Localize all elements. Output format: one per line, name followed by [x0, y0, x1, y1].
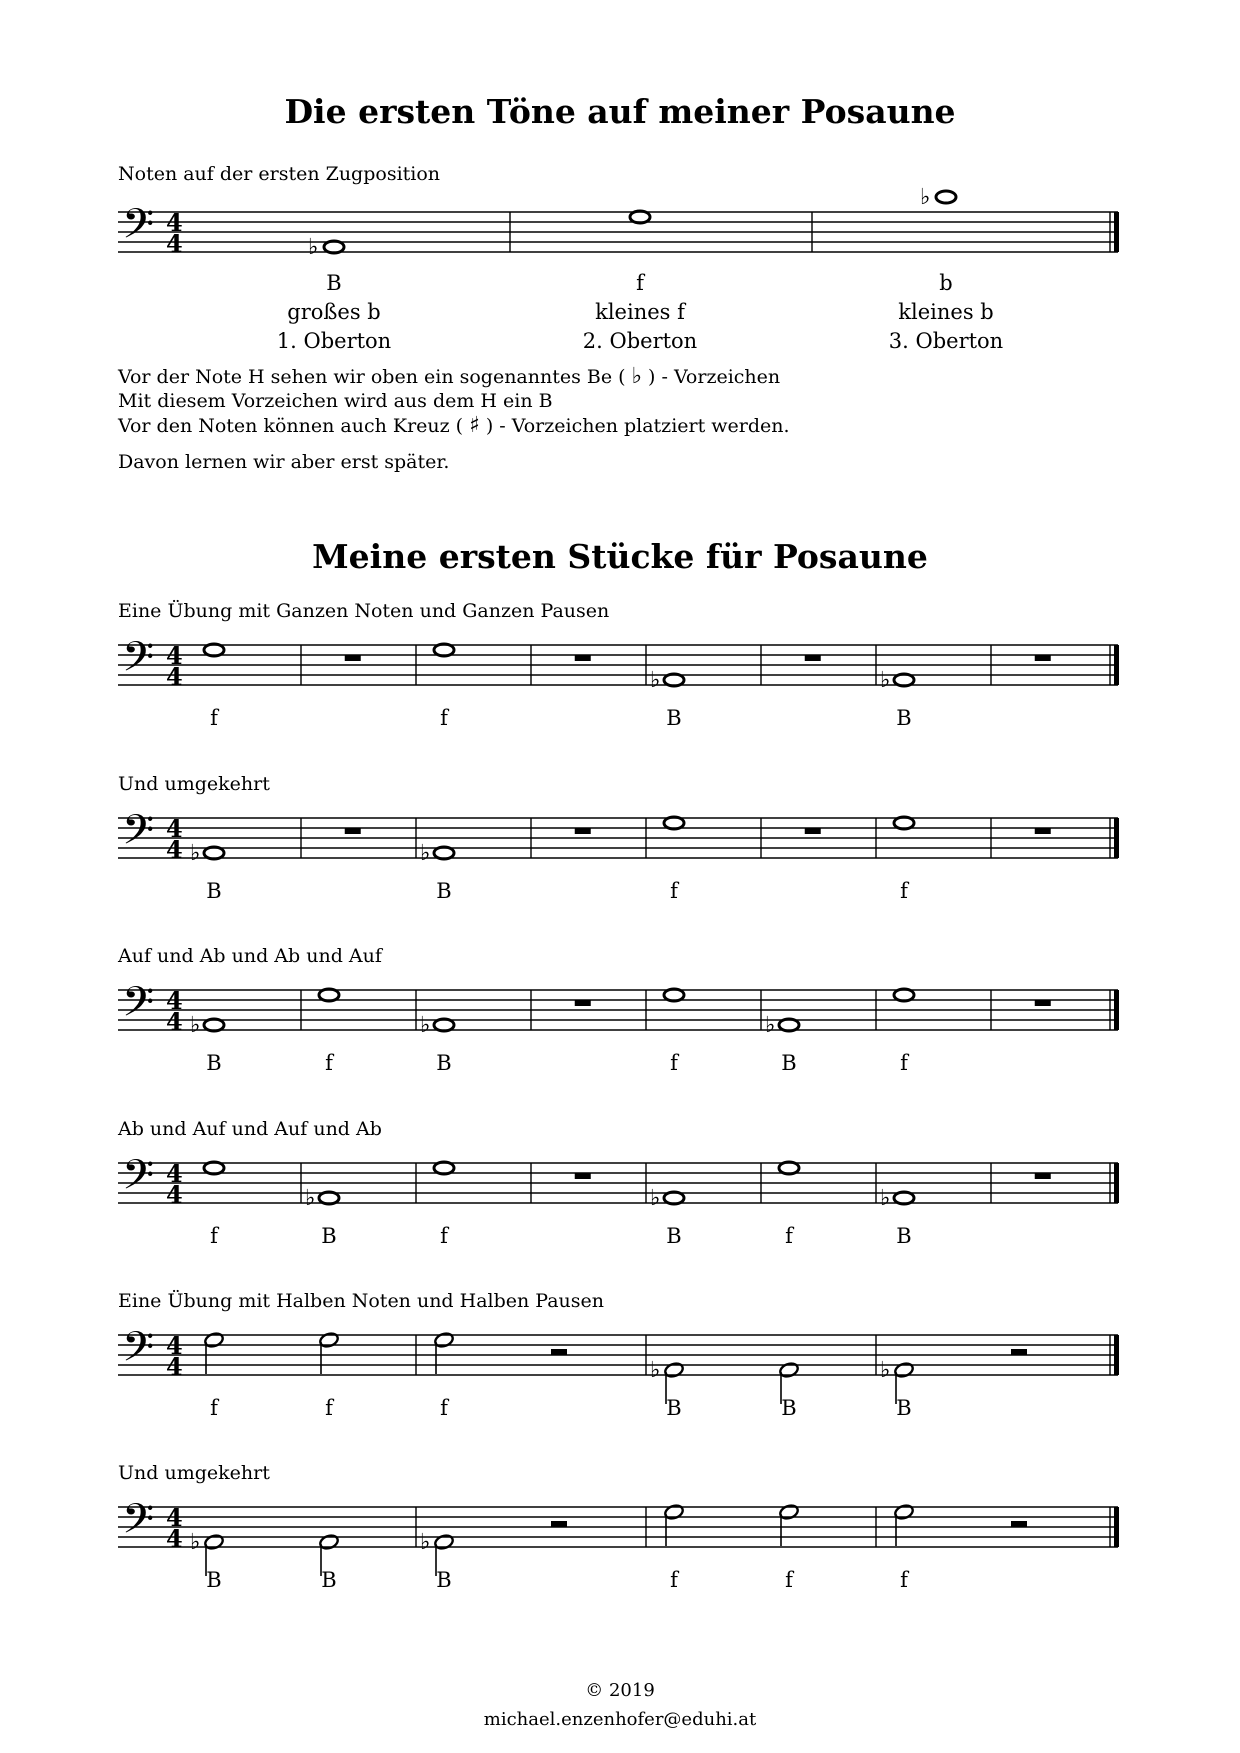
- bass-clef-icon: 𝄢: [122, 806, 155, 864]
- flat-icon: ♭: [880, 1186, 891, 1211]
- final-barline: [1114, 1335, 1119, 1375]
- time-signature-bottom: 4: [166, 229, 183, 258]
- notehead: [204, 1162, 224, 1174]
- whole-note: [664, 989, 684, 1001]
- note-label: f: [636, 271, 644, 295]
- time-signature-top: 4: [166, 814, 183, 843]
- whole-rest: [1035, 655, 1051, 661]
- flat-icon: ♭: [420, 1530, 431, 1555]
- whole-note: [319, 989, 339, 1001]
- note-label: B: [896, 706, 912, 730]
- time-signature-top: 4: [166, 208, 183, 237]
- whole-note: [664, 1192, 684, 1204]
- footer-copyright: © 2019: [585, 1680, 655, 1701]
- flat-icon: ♭: [631, 364, 642, 389]
- note-german-name: großes b: [287, 300, 381, 324]
- bass-clef-icon: 𝄢: [122, 200, 155, 258]
- note-label: f: [670, 879, 678, 903]
- time-signature-top: 4: [166, 1159, 183, 1188]
- time-signature-bottom: 4: [166, 1180, 183, 1209]
- flat-icon: ♭: [190, 1530, 201, 1555]
- notehead: [630, 211, 650, 223]
- whole-rest: [345, 655, 361, 661]
- whole-note: [434, 847, 454, 859]
- exercise-6-caption: Und umgekehrt: [118, 1462, 270, 1484]
- flat-icon: ♭: [650, 668, 661, 693]
- notehead: [779, 1019, 799, 1031]
- notehead: [434, 1019, 454, 1031]
- notehead: [434, 1162, 454, 1174]
- flat-icon: ♭: [190, 1013, 201, 1038]
- exercise-2-caption: Und umgekehrt: [118, 773, 270, 795]
- exercise-2-staff: [0, 798, 1240, 908]
- whole-note: [204, 1019, 224, 1031]
- notehead: [204, 847, 224, 859]
- notehead: [324, 241, 344, 253]
- note-label: B: [321, 1224, 337, 1248]
- explanation-line-3b: ) - Vorzeichen platziert werden.: [485, 415, 790, 437]
- explanation-line-1a: Vor der Note H sehen wir oben ein sogenanntes Be (: [118, 366, 626, 388]
- flat-icon: ♭: [650, 1358, 661, 1383]
- final-barline: [1114, 818, 1119, 858]
- note-overtone: 2. Oberton: [582, 329, 698, 353]
- time-signature-bottom: 4: [166, 1352, 183, 1381]
- time-signature-bottom: 4: [166, 1524, 183, 1553]
- intro-staff: [0, 180, 1240, 353]
- exercise-1-caption: Eine Übung mit Ganzen Noten und Ganzen Pausen: [118, 600, 610, 622]
- note-label: f: [210, 1396, 218, 1420]
- explanation-line-1: [118, 364, 780, 389]
- bass-clef-icon: 𝄢: [122, 1151, 155, 1209]
- note-label: B: [666, 1224, 682, 1248]
- note-label: f: [325, 1051, 333, 1075]
- notehead: [664, 989, 684, 1001]
- flat-icon: ♭: [420, 841, 431, 866]
- note-label: B: [436, 879, 452, 903]
- whole-note: [630, 211, 650, 223]
- note-label: f: [670, 1051, 678, 1075]
- exercise-6-staff: [0, 1487, 1240, 1597]
- notehead: [434, 847, 454, 859]
- exercise-5-staff: [0, 1315, 1240, 1425]
- whole-rest: [575, 1173, 591, 1179]
- whole-rest: [1035, 1173, 1051, 1179]
- whole-note: [324, 241, 344, 253]
- note-label: B: [781, 1051, 797, 1075]
- whole-note: [204, 1162, 224, 1174]
- whole-note: [434, 1019, 454, 1031]
- note-label: B: [321, 1568, 337, 1592]
- flat-icon: ♭: [420, 1013, 431, 1038]
- flat-icon: ♭: [765, 1013, 776, 1038]
- whole-note: [664, 817, 684, 829]
- exercise-4-caption: Ab und Auf und Auf und Ab: [118, 1118, 382, 1140]
- whole-note: [936, 191, 956, 203]
- whole-note: [894, 674, 914, 686]
- notehead: [894, 1192, 914, 1204]
- whole-note: [894, 989, 914, 1001]
- time-signature-bottom: 4: [166, 835, 183, 864]
- whole-note: [894, 817, 914, 829]
- note-label: B: [206, 879, 222, 903]
- whole-rest: [1035, 828, 1051, 834]
- note-label: B: [206, 1568, 222, 1592]
- notehead: [664, 1192, 684, 1204]
- exercise-4-staff: [0, 1143, 1240, 1253]
- note-overtone: 3. Oberton: [888, 329, 1004, 353]
- flat-icon: ♭: [305, 1186, 316, 1211]
- note-label: f: [325, 1396, 333, 1420]
- note-label: f: [670, 1568, 678, 1592]
- exercise-1-staff: [0, 625, 1240, 735]
- notehead: [319, 1192, 339, 1204]
- bass-clef-icon: 𝄢: [122, 1323, 155, 1381]
- whole-rest: [575, 655, 591, 661]
- note-label: B: [666, 1396, 682, 1420]
- note-label: B: [206, 1051, 222, 1075]
- flat-icon: ♭: [190, 841, 201, 866]
- explanation-line-2: Mit diesem Vorzeichen wird aus dem H ein B: [118, 390, 553, 412]
- notehead: [894, 989, 914, 1001]
- bass-clef-icon: 𝄢: [122, 978, 155, 1036]
- whole-rest: [805, 828, 821, 834]
- half-rest: [551, 1349, 567, 1355]
- explanation-line-1b: ) - Vorzeichen: [648, 366, 781, 388]
- notehead: [664, 674, 684, 686]
- final-barline: [1114, 212, 1119, 252]
- whole-note: [319, 1192, 339, 1204]
- flat-icon: ♭: [880, 668, 891, 693]
- note-label: f: [210, 706, 218, 730]
- note-german-name: kleines b: [898, 300, 994, 324]
- note-label: B: [896, 1396, 912, 1420]
- half-rest: [1011, 1349, 1027, 1355]
- note-label: f: [900, 1051, 908, 1075]
- final-barline: [1114, 645, 1119, 685]
- final-barline: [1114, 1507, 1119, 1547]
- whole-note: [204, 847, 224, 859]
- flat-icon: ♭: [880, 1358, 891, 1383]
- whole-note: [434, 644, 454, 656]
- half-rest: [1011, 1521, 1027, 1527]
- note-overtone: 1. Oberton: [276, 329, 392, 353]
- note-label: B: [896, 1224, 912, 1248]
- half-rest: [551, 1521, 567, 1527]
- section1-caption: Noten auf der ersten Zugposition: [118, 163, 441, 185]
- bass-clef-icon: 𝄢: [122, 1495, 155, 1553]
- time-signature-bottom: 4: [166, 1007, 183, 1036]
- whole-note: [204, 644, 224, 656]
- whole-note: [779, 1019, 799, 1031]
- footer-email: michael.enzenhofer@eduhi.at: [483, 1709, 757, 1730]
- notehead: [204, 644, 224, 656]
- note-label: f: [440, 1396, 448, 1420]
- note-label: B: [666, 706, 682, 730]
- note-german-name: kleines f: [595, 300, 685, 324]
- exercise-3-caption: Auf und Ab und Ab und Auf: [118, 945, 382, 967]
- notehead: [434, 644, 454, 656]
- whole-note: [779, 1162, 799, 1174]
- whole-rest: [345, 828, 361, 834]
- explanation-line-4: Davon lernen wir aber erst später.: [118, 451, 450, 473]
- explanation-line-3a: Vor den Noten können auch Kreuz (: [118, 415, 464, 437]
- flat-icon: ♭: [308, 235, 319, 260]
- notehead: [319, 989, 339, 1001]
- explanation-line-3: [118, 413, 790, 438]
- bass-clef-icon: 𝄢: [122, 633, 155, 691]
- whole-note: [664, 674, 684, 686]
- whole-rest: [805, 655, 821, 661]
- whole-rest: [1035, 1000, 1051, 1006]
- note-label: f: [900, 879, 908, 903]
- note-label: f: [440, 1224, 448, 1248]
- time-signature-top: 4: [166, 1503, 183, 1532]
- notehead: [779, 1162, 799, 1174]
- notehead: [894, 817, 914, 829]
- section1-title: Die ersten Töne auf meiner Posaune: [284, 92, 956, 131]
- whole-rest: [575, 1000, 591, 1006]
- notehead: [664, 817, 684, 829]
- whole-rest: [575, 828, 591, 834]
- time-signature-top: 4: [166, 986, 183, 1015]
- whole-note: [894, 1192, 914, 1204]
- sharp-icon: ♯: [469, 413, 480, 438]
- note-label: b: [939, 271, 953, 295]
- time-signature-top: 4: [166, 641, 183, 670]
- note-label: B: [326, 271, 342, 295]
- note-label: f: [440, 706, 448, 730]
- flat-icon: ♭: [920, 185, 931, 210]
- notehead: [936, 191, 956, 203]
- time-signature-bottom: 4: [166, 662, 183, 691]
- final-barline: [1114, 1163, 1119, 1203]
- note-label: B: [436, 1051, 452, 1075]
- note-label: f: [210, 1224, 218, 1248]
- notehead: [204, 1019, 224, 1031]
- time-signature-top: 4: [166, 1331, 183, 1360]
- exercise-3-staff: [0, 970, 1240, 1080]
- note-label: f: [785, 1568, 793, 1592]
- note-label: B: [781, 1396, 797, 1420]
- notehead: [894, 674, 914, 686]
- exercise-5-caption: Eine Übung mit Halben Noten und Halben Pausen: [118, 1290, 605, 1312]
- section2-title: Meine ersten Stücke für Posaune: [312, 537, 928, 576]
- whole-note: [434, 1162, 454, 1174]
- note-label: B: [436, 1568, 452, 1592]
- note-label: f: [900, 1568, 908, 1592]
- flat-icon: ♭: [650, 1186, 661, 1211]
- final-barline: [1114, 990, 1119, 1030]
- note-label: f: [785, 1224, 793, 1248]
